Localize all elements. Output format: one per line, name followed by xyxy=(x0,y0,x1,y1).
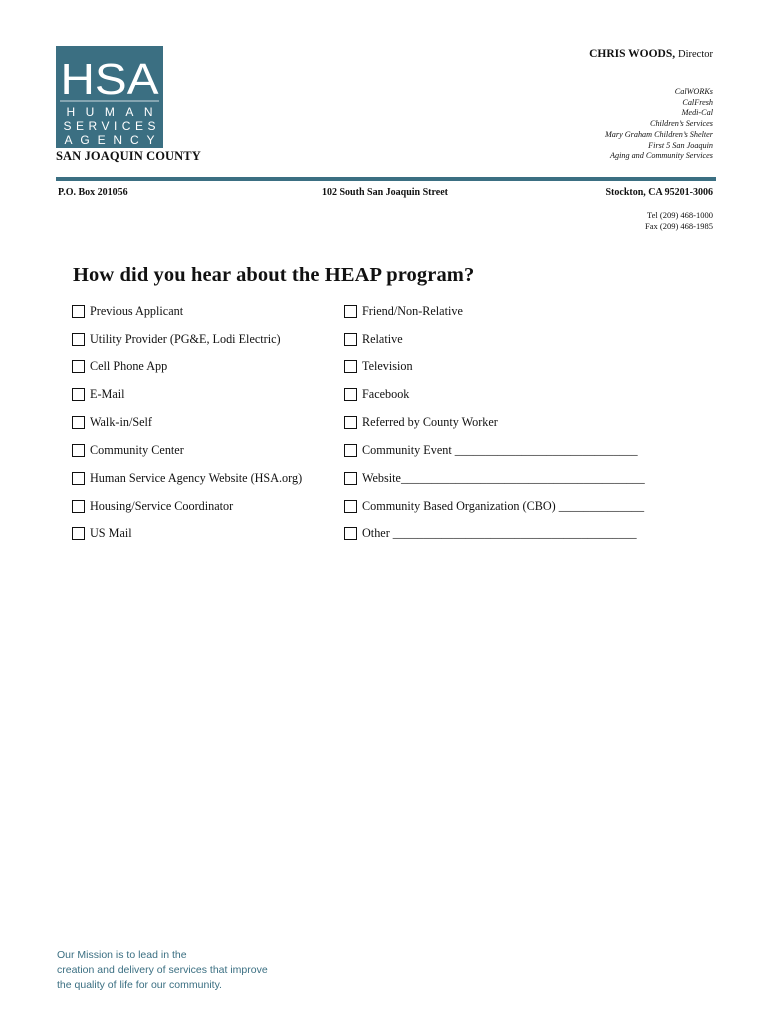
checkbox[interactable] xyxy=(344,416,357,429)
logo-letters: HSA xyxy=(60,55,160,104)
option-label: Facebook xyxy=(362,387,410,401)
checkbox[interactable] xyxy=(344,360,357,373)
checkbox[interactable] xyxy=(72,416,85,429)
checkbox[interactable] xyxy=(72,527,85,540)
program-item: Mary Graham Children’s Shelter xyxy=(604,129,713,139)
checkbox[interactable] xyxy=(344,527,357,540)
option-label: Community Based Organization (CBO) ______________ xyxy=(362,499,645,513)
option-cell-phone-app[interactable] xyxy=(72,359,167,374)
hsa-logo xyxy=(56,46,163,148)
option-label: Utility Provider (PG&E, Lodi Electric) xyxy=(90,332,281,346)
mission-line: Our Mission is to lead in the xyxy=(57,949,187,961)
checkbox[interactable] xyxy=(344,305,357,318)
option-label: Walk-in/Self xyxy=(90,415,152,429)
option-utility-provider[interactable] xyxy=(72,332,281,347)
tel-number: Tel (209) 468-1000 xyxy=(647,210,713,220)
option-community-event[interactable] xyxy=(344,443,638,458)
option-label: US Mail xyxy=(90,526,132,540)
logo-line-human: HUMAN xyxy=(66,105,153,119)
header-divider xyxy=(56,177,716,181)
checkbox[interactable] xyxy=(72,444,85,457)
option-label: Friend/Non-Relative xyxy=(362,304,463,318)
option-label: Community Center xyxy=(90,443,184,457)
program-item: Aging and Community Services xyxy=(609,151,713,161)
option-other[interactable] xyxy=(344,526,637,541)
option-label: E-Mail xyxy=(90,387,125,401)
option-label: Relative xyxy=(362,332,403,346)
checkbox[interactable] xyxy=(344,472,357,485)
checkbox[interactable] xyxy=(72,388,85,401)
option-previous-applicant[interactable] xyxy=(72,304,183,319)
director-name: CHRIS WOODS, xyxy=(589,48,676,60)
option-friend[interactable] xyxy=(344,304,463,319)
option-facebook[interactable] xyxy=(344,387,409,402)
option-cbo[interactable] xyxy=(344,499,644,514)
checkbox[interactable] xyxy=(344,388,357,401)
checkbox[interactable] xyxy=(344,333,357,346)
option-label: Housing/Service Coordinator xyxy=(90,499,234,513)
logo-line-agency: AGENCY xyxy=(64,133,155,147)
option-label: Community Event ______________________________ xyxy=(362,443,638,457)
option-relative[interactable] xyxy=(344,332,403,347)
option-hsa-website[interactable] xyxy=(72,471,302,486)
checkbox[interactable] xyxy=(72,500,85,513)
fax-number: Fax (209) 468-1985 xyxy=(645,220,713,231)
option-us-mail[interactable] xyxy=(72,526,132,541)
county-name: SAN JOAQUIN COUNTY xyxy=(56,149,201,163)
program-item: Medi-Cal xyxy=(681,108,713,118)
option-label: Human Service Agency Website (HSA.org) xyxy=(90,471,303,485)
director-line xyxy=(589,48,713,60)
checkbox[interactable] xyxy=(72,360,85,373)
checkbox[interactable] xyxy=(72,333,85,346)
option-label: Other ________________________________________ xyxy=(362,526,637,540)
option-label: Television xyxy=(362,359,413,373)
option-label: Website________________________________________ xyxy=(362,471,645,485)
contact-numbers xyxy=(645,210,713,231)
program-item: CalFresh xyxy=(682,97,713,107)
option-label: Referred by County Worker xyxy=(362,415,498,429)
mission-line: creation and delivery of services that improve xyxy=(57,963,268,976)
program-item: First 5 San Joaquin xyxy=(648,140,713,150)
mission-line: the quality of life for our community. xyxy=(57,978,222,991)
option-housing-coordinator[interactable] xyxy=(72,499,233,514)
checkbox[interactable] xyxy=(72,472,85,485)
program-item: CalWORKs xyxy=(674,87,713,96)
logo-line-services: SERVICES xyxy=(63,119,156,133)
po-box: P.O. Box 201056 xyxy=(58,187,128,198)
checkbox[interactable] xyxy=(344,444,357,457)
city-address: Stockton, CA 95201-3006 xyxy=(605,187,713,198)
option-website[interactable] xyxy=(344,471,645,486)
checkbox[interactable] xyxy=(344,500,357,513)
option-label: Previous Applicant xyxy=(90,304,184,318)
street-address: 102 South San Joaquin Street xyxy=(322,187,448,198)
program-list xyxy=(605,87,713,162)
director-title: Director xyxy=(678,49,713,60)
option-community-center[interactable] xyxy=(72,443,184,458)
option-county-worker[interactable] xyxy=(344,415,498,430)
option-label: Cell Phone App xyxy=(90,359,168,373)
checkbox[interactable] xyxy=(72,305,85,318)
option-television[interactable] xyxy=(344,359,413,374)
option-walk-in[interactable] xyxy=(72,415,152,430)
option-email[interactable] xyxy=(72,387,125,402)
mission-statement xyxy=(57,948,268,992)
program-item: Children’s Services xyxy=(650,119,713,129)
survey-question: How did you hear about the HEAP program? xyxy=(73,264,475,286)
